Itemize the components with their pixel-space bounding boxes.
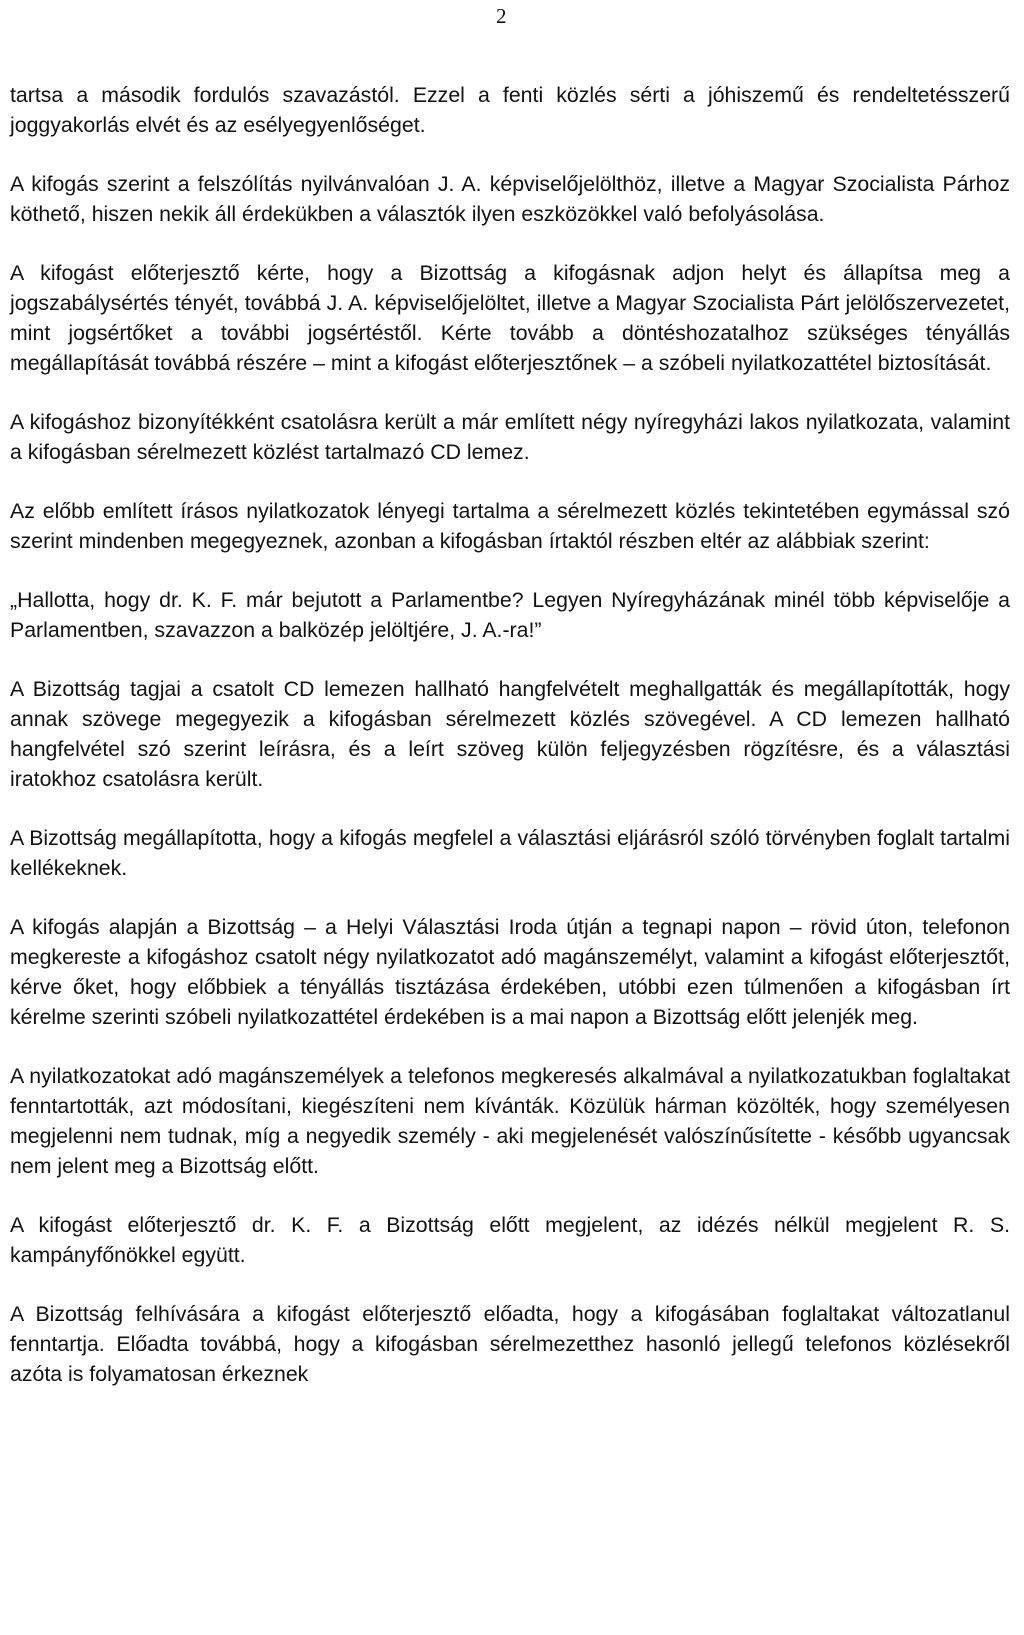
- paragraph: Az előbb említett írásos nyilatkozatok lényegi tartalma a sérelmezett közlés tekintetében egymással szó szerint mindenben megegyeznek, azonban a kifogásban írtaktól részben eltér az alábbiak szerint:: [10, 499, 1010, 553]
- paragraph: A kifogást előterjesztő kérte, hogy a Bizottság a kifogásnak adjon helyt és állapítsa meg a jogszabálysértés tényét, továbbá J. A. képviselőjelöltet, illetve a Magyar Szocialista Párt jelölőszervezetet, mint jogsértőket a további jogsértéstől. Kérte tovább a döntéshozatalhoz szükséges tényállás megállapítását továbbá részére – mint a kifogást előterjesztőnek – a szóbeli nyilatkozattétel biztosítását.: [10, 261, 1010, 375]
- paragraph: tartsa a második fordulós szavazástól. Ezzel a fenti közlés sérti a jóhiszemű és rendeltetésszerű joggyakorlás elvét és az esélyegyenlőséget.: [10, 83, 1010, 137]
- page-number: 2: [496, 4, 507, 28]
- paragraph: A kifogáshoz bizonyítékként csatolásra került a már említett négy nyíregyházi lakos nyilatkozata, valamint a kifogásban sérelmezett közlést tartalmazó CD lemez.: [10, 410, 1010, 464]
- paragraph: A kifogást előterjesztő dr. K. F. a Bizottság előtt megjelent, az idézés nélkül megjelent R. S. kampányfőnökkel együtt.: [10, 1213, 1010, 1267]
- paragraph: A Bizottság tagjai a csatolt CD lemezen hallható hangfelvételt meghallgatták és megállapították, hogy annak szövege megegyezik a kifogásban sérelmezett közlés szövegével. A CD lemezen hallható hangfelvétel szó szerint leírásra, és a leírt szöveg külön feljegyzésben rögzítésre, és a választási iratokhoz csatolásra került.: [10, 677, 1010, 791]
- quoted-paragraph: „Hallotta, hogy dr. K. F. már bejutott a Parlamentbe? Legyen Nyíregyházának minél több képviselője a Parlamentben, szavazzon a balközép jelöltjére, J. A.-ra!”: [10, 588, 1010, 642]
- paragraph: A Bizottság megállapította, hogy a kifogás megfelel a választási eljárásról szóló törvényben foglalt tartalmi kellékeknek.: [10, 826, 1010, 880]
- paragraph: A kifogás alapján a Bizottság – a Helyi Választási Iroda útján a tegnapi napon – rövid úton, telefonon megkereste a kifogáshoz csatolt négy nyilatkozatot adó magánszemélyt, valamint a kifogást előterjesztőt, kérve őket, hogy előbbiek a tényállás tisztázása érdekében, utóbbi ezen túlmenően a kifogásban írt kérelme szerinti szóbeli nyilatkozattétel érdekében is a mai napon a Bizottság előtt jelenjék meg.: [10, 915, 1010, 1029]
- document-body: [10, 80, 1010, 1418]
- paragraph: A nyilatkozatokat adó magánszemélyek a telefonos megkeresés alkalmával a nyilatkozatukban foglaltakat fenntartották, azt módosítani, kiegészíteni nem kívánták. Közülük hárman közölték, hogy személyesen megjelenni nem tudnak, míg a negyedik személy - aki megjelenését valószínűsítette - később ugyancsak nem jelent meg a Bizottság előtt.: [10, 1064, 1010, 1178]
- paragraph: A kifogás szerint a felszólítás nyilvánvalóan J. A. képviselőjelölthöz, illetve a Magyar Szocialista Párhoz köthető, hiszen nekik áll érdekükben a választók ilyen eszközökkel való befolyásolása.: [10, 172, 1010, 226]
- paragraph: A Bizottság felhívására a kifogást előterjesztő előadta, hogy a kifogásában foglaltakat változatlanul fenntartja. Előadta továbbá, hogy a kifogásban sérelmezetthez hasonló jellegű telefonos közlésekről azóta is folyamatosan érkeznek: [10, 1302, 1010, 1386]
